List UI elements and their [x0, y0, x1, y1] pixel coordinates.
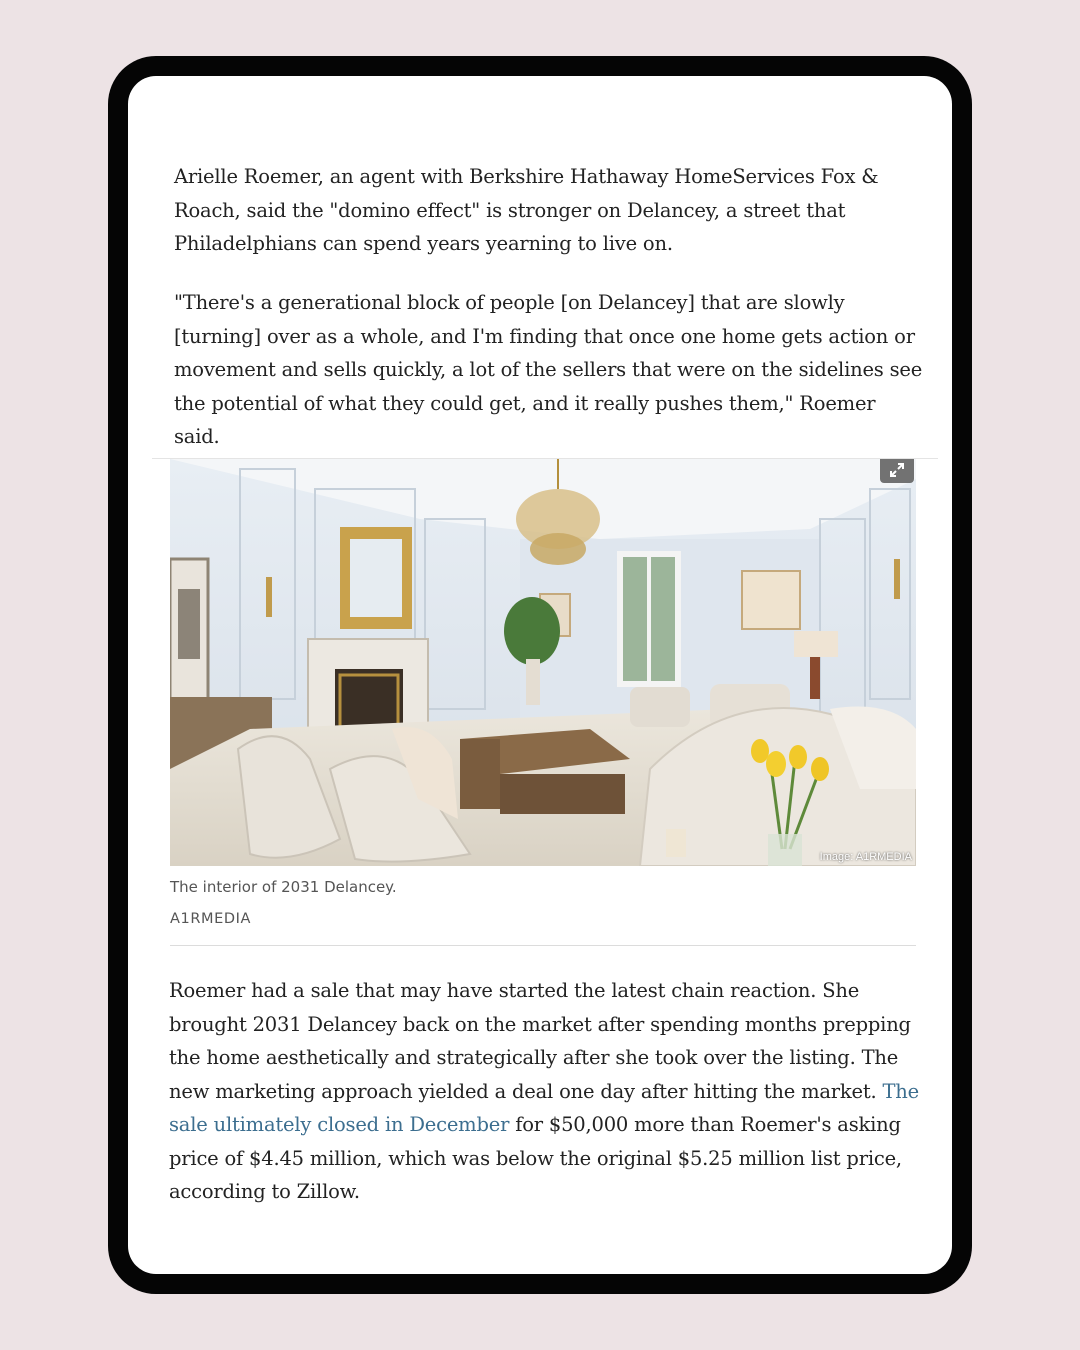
expand-image-button[interactable]	[880, 459, 914, 483]
tablet-frame	[108, 56, 972, 1294]
article-paragraph-3	[169, 974, 929, 1209]
sale-closed-link[interactable]: The sale ultimately closed in December	[169, 1079, 920, 1136]
article-screen	[128, 76, 952, 1274]
expand-icon	[889, 462, 905, 478]
article-paragraph-1: Arielle Roemer, an agent with Berkshire Hathaway HomeServices Fox & Roach, said the "domino effect" is stronger on Delancey, a street that Philadelphians can spend years yearning to live on.	[174, 165, 879, 255]
paragraph-3-text-before-link: Roemer had a sale that may have started the latest chain reaction. She brought 2031 Delancey back on the market after spending months prepping the home aesthetically and strategically after she took over the listing. The new marketing approach yielded a deal one day after hitting the market.	[169, 979, 911, 1103]
paragraph-3-text-after-link: for $50,000 more than Roemer's asking price of $4.45 million, which was below the original $5.25 million list price, according to Zillow.	[169, 1113, 902, 1203]
figure-bottom-divider	[170, 945, 916, 946]
article-paragraph-2: "There's a generational block of people [on Delancey] that are slowly [turning] over as a whole, and I'm finding that once one home gets action or movement and sells quickly, a lot of the sellers that were on the sidelines see the potential of what they could get, and it really pushes them," Roemer said.	[174, 291, 923, 448]
living-room-illustration	[170, 459, 916, 866]
photo-caption: The interior of 2031 Delancey.	[170, 878, 397, 896]
photo-credit: A1RMEDIA	[170, 911, 252, 927]
image-credit-overlay: Image: A1RMEDIA	[819, 851, 912, 863]
article-photo[interactable]	[170, 459, 916, 866]
